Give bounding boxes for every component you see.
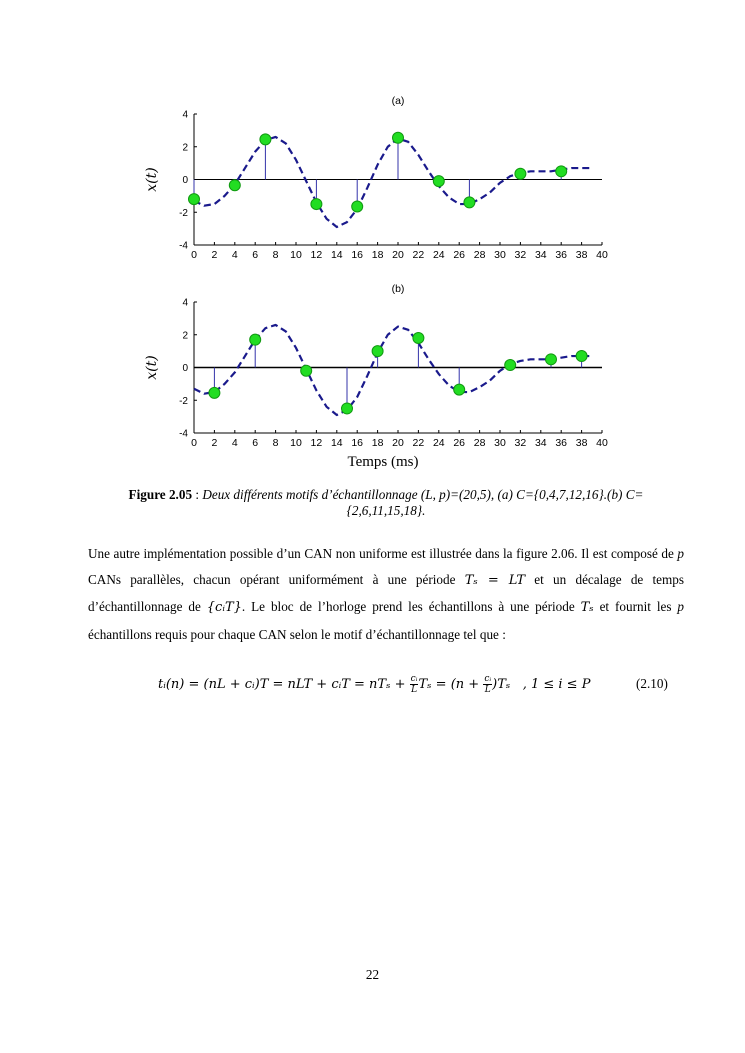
chart-a: [144, 95, 608, 261]
x-tick-label: 12: [310, 249, 323, 261]
x-tick-label: 2: [211, 249, 218, 261]
chart-title: (a): [391, 95, 405, 107]
x-tick-label: 10: [290, 249, 302, 261]
x-tick-label: 8: [272, 249, 279, 261]
y-axis-label: x(t): [144, 167, 160, 192]
chart-b: [144, 283, 608, 470]
sample-point: [189, 194, 200, 205]
x-tick-label: 28: [473, 437, 486, 449]
eq-lhs: tᵢ(n) = (nL + cᵢ)T = nLT + cᵢT = nTₛ +: [158, 677, 410, 692]
page-number: 22: [365, 967, 380, 982]
x-tick-label: 22: [412, 437, 425, 449]
para-var-p2: p: [677, 599, 685, 615]
x-tick-label: 0: [191, 249, 197, 261]
chart-title: (b): [391, 283, 405, 295]
x-tick-label: 34: [534, 437, 547, 449]
x-tick-label: 4: [231, 437, 238, 449]
caption-sep: :: [192, 487, 203, 502]
x-tick-label: 6: [252, 437, 259, 449]
equation-2-10: [158, 674, 590, 695]
x-tick-label: 20: [392, 437, 404, 449]
x-tick-label: 0: [191, 437, 197, 449]
eq-mid: Tₛ =: [418, 677, 451, 692]
eq-paren: (n +: [450, 677, 484, 692]
eq-frac-1-num: cᵢ: [410, 674, 418, 684]
y-tick-label: -2: [179, 395, 188, 407]
sample-point: [556, 166, 567, 177]
x-tick-label: 38: [575, 437, 588, 449]
sample-point: [413, 333, 424, 344]
x-tick-label: 16: [351, 437, 364, 449]
para-math-ts2: Tₛ: [580, 600, 594, 616]
sample-point: [260, 134, 271, 145]
sample-point: [229, 180, 240, 191]
y-tick-label: 4: [182, 109, 188, 121]
x-tick-label: 12: [310, 437, 323, 449]
sample-point: [372, 346, 383, 357]
y-tick-label: 2: [182, 330, 188, 342]
x-tick-label: 18: [371, 437, 384, 449]
x-tick-label: 16: [351, 249, 364, 261]
x-tick-label: 26: [453, 249, 466, 261]
y-tick-label: 0: [182, 363, 188, 374]
para-text-3: et un décalage de temps d’échantillonnage de: [88, 572, 685, 615]
eq-frac-2-num: cᵢ: [484, 674, 492, 684]
eq-frac-2-den: L: [484, 685, 491, 695]
body-paragraph: [88, 541, 684, 648]
para-text-2: CANs parallèles, chacun opérant uniformément à une période: [88, 572, 465, 588]
x-tick-label: 22: [412, 249, 425, 261]
sample-point: [546, 354, 557, 365]
signal-curve: [194, 137, 592, 227]
x-tick-label: 10: [290, 437, 302, 449]
sample-point: [515, 168, 526, 179]
equation-number: (2.10): [636, 676, 668, 691]
x-tick-label: 8: [272, 437, 279, 449]
x-tick-label: 34: [534, 249, 547, 261]
x-tick-label: 2: [211, 437, 218, 449]
x-tick-label: 30: [494, 437, 506, 449]
x-tick-label: 24: [432, 437, 445, 449]
sample-point: [352, 201, 363, 212]
x-tick-label: 32: [514, 437, 527, 449]
sample-point: [250, 334, 261, 345]
para-math-offset: {cᵢT}: [206, 600, 242, 616]
para-var-p: p: [677, 546, 684, 561]
x-tick-label: 20: [392, 249, 404, 261]
y-tick-label: -2: [179, 207, 188, 219]
x-tick-label: 6: [252, 249, 259, 261]
sample-point: [393, 132, 404, 143]
x-tick-label: 14: [330, 437, 343, 449]
y-axis-label: x(t): [144, 355, 160, 380]
sample-point: [209, 387, 220, 398]
x-tick-label: 26: [453, 437, 466, 449]
x-tick-label: 38: [575, 249, 588, 261]
eq-close: )Tₛ: [492, 677, 511, 692]
sample-point: [433, 176, 444, 187]
x-axis-label: Temps (ms): [347, 454, 419, 470]
x-tick-label: 18: [371, 249, 384, 261]
x-tick-label: 36: [555, 249, 568, 261]
y-tick-label: -4: [179, 240, 188, 252]
figure-caption: [90, 487, 682, 519]
x-tick-label: 40: [596, 437, 608, 449]
x-tick-label: 30: [494, 249, 506, 261]
caption-text: Deux différents motifs d’échantillonnage (L, p)=(20,5), (a) C={0,4,7,12,16}.(b) C={2,6,11,15,18}.: [202, 487, 644, 518]
y-tick-label: 0: [182, 175, 188, 186]
para-text-6: échantillons requis pour chaque CAN selon le motif d’échantillonnage tel que :: [88, 626, 506, 642]
x-tick-label: 14: [330, 249, 343, 261]
sample-point: [342, 403, 353, 414]
para-text-5: et fournit les: [593, 599, 678, 615]
caption-label: Figure 2.05: [128, 487, 193, 502]
x-tick-label: 28: [473, 249, 486, 261]
y-tick-label: 2: [182, 142, 188, 154]
y-tick-label: -4: [179, 428, 188, 440]
para-text-4: . Le bloc de l’horloge prend les échantillons à une période: [241, 599, 581, 615]
sample-point: [454, 384, 465, 395]
x-tick-label: 40: [596, 249, 608, 261]
y-tick-label: 4: [182, 297, 188, 309]
sample-point: [505, 360, 516, 371]
para-math-ts: Tₛ = LT: [464, 573, 526, 589]
x-tick-label: 24: [432, 249, 445, 261]
sample-point: [311, 199, 322, 210]
figure-2-05: [0, 0, 745, 480]
sample-point: [576, 351, 587, 362]
eq-frac-2: [483, 674, 492, 695]
para-text-1: Une autre implémentation possible d’un CAN non uniforme est illustrée dans la figure 2.06. Il est composé de: [88, 546, 678, 561]
x-tick-label: 4: [231, 249, 238, 261]
sample-point: [464, 197, 475, 208]
eq-condition: , 1 ≤ i ≤ P: [522, 677, 591, 692]
sample-point: [301, 365, 312, 376]
x-tick-label: 32: [514, 249, 527, 261]
eq-frac-1-den: L: [411, 685, 418, 695]
x-tick-label: 36: [555, 437, 568, 449]
